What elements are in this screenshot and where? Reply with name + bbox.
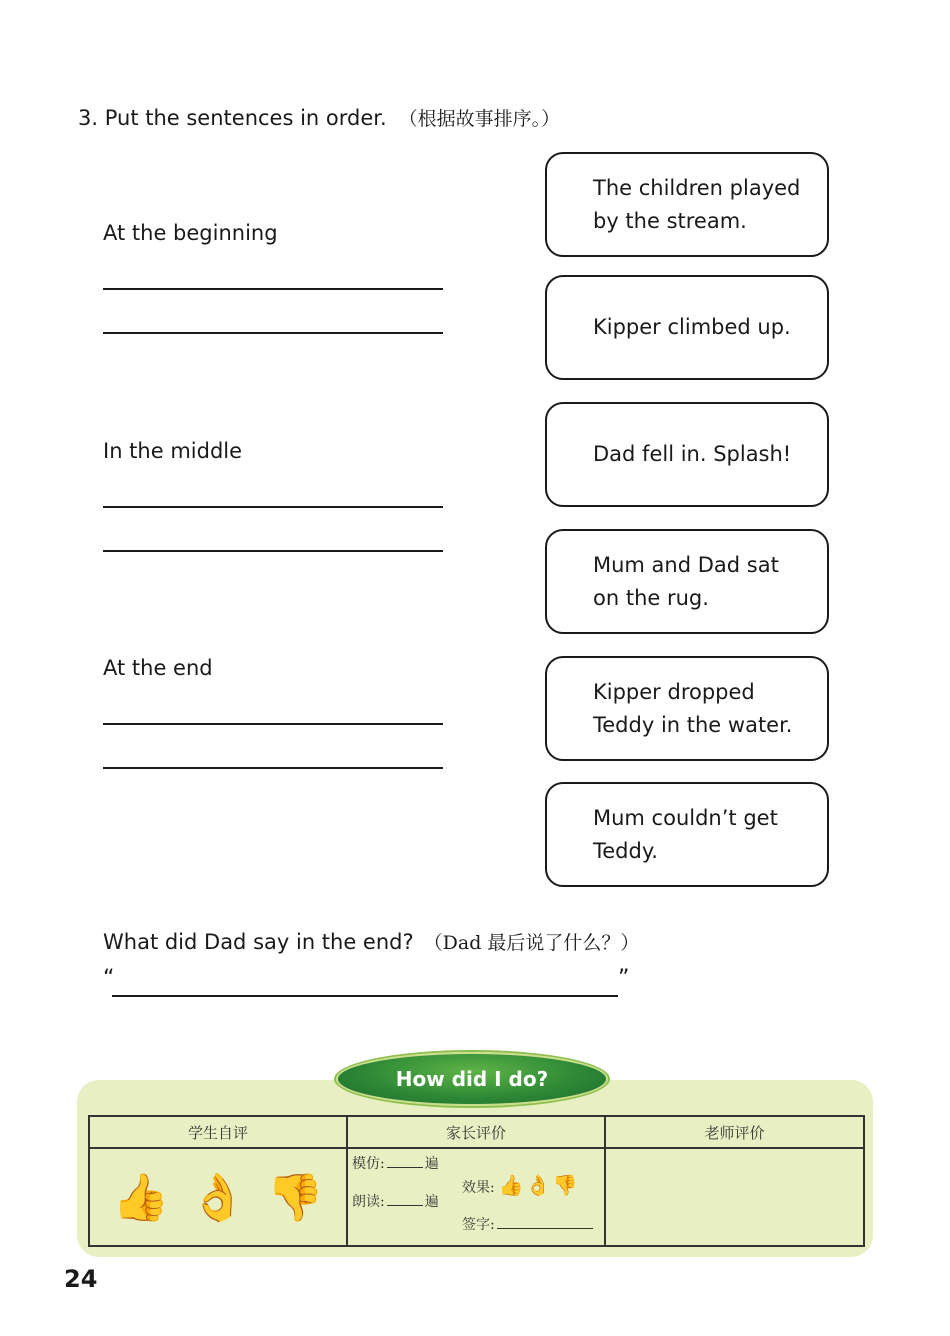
answer-line-end-2[interactable] bbox=[103, 767, 443, 769]
thumbs-up-icon[interactable]: 👍 bbox=[112, 1170, 170, 1224]
thumbs-down-icon[interactable]: 👎 bbox=[266, 1170, 324, 1224]
read-row bbox=[352, 1191, 439, 1211]
sentence-card-text: Kipper climbed up. bbox=[593, 315, 791, 339]
parent-eval-cell bbox=[347, 1148, 605, 1246]
open-quote: “ bbox=[103, 966, 115, 991]
sentence-card-4[interactable] bbox=[545, 529, 829, 634]
evaluation-title: How did I do? bbox=[395, 1067, 549, 1091]
sentence-card-text: Mum and Dad sat on the rug. bbox=[593, 552, 779, 610]
mini-thumbs-up-icon[interactable]: 👍 bbox=[498, 1173, 526, 1197]
sentence-card-5[interactable] bbox=[545, 656, 829, 761]
mini-ok-hand-icon[interactable]: 👌 bbox=[525, 1173, 553, 1197]
sign-label: 签字: bbox=[462, 1217, 495, 1233]
mini-thumbs-down-icon[interactable]: 👎 bbox=[552, 1173, 580, 1197]
imitate-label: 模仿: bbox=[352, 1156, 385, 1172]
sentence-card-6[interactable] bbox=[545, 782, 829, 887]
sentence-card-2[interactable] bbox=[545, 275, 829, 380]
question-3-text-cn: （根据故事排序。） bbox=[398, 108, 561, 130]
imitate-unit: 遍 bbox=[424, 1156, 439, 1172]
question-4-text-cn: （Dad 最后说了什么？） bbox=[423, 932, 640, 954]
teacher-eval-cell[interactable] bbox=[605, 1148, 864, 1246]
read-label: 朗读: bbox=[352, 1194, 385, 1210]
sentence-card-1[interactable] bbox=[545, 152, 829, 257]
question-3-text: 3. Put the sentences in order. bbox=[78, 106, 387, 130]
imitate-row bbox=[352, 1153, 439, 1173]
section-end-label: At the end bbox=[103, 656, 213, 680]
sentence-card-text: Kipper dropped Teddy in the water. bbox=[593, 679, 793, 737]
student-self-cell bbox=[89, 1148, 347, 1246]
section-beginning-label: At the beginning bbox=[103, 221, 278, 245]
header-student-self: 学生自评 bbox=[89, 1116, 347, 1148]
effect-label: 效果: bbox=[462, 1180, 495, 1196]
answer-line-end-1[interactable] bbox=[103, 723, 443, 725]
section-middle-label: In the middle bbox=[103, 439, 243, 463]
sentence-card-text: Dad fell in. Splash! bbox=[593, 442, 792, 466]
question-4 bbox=[103, 928, 639, 955]
header-teacher: 老师评价 bbox=[605, 1116, 864, 1148]
ok-hand-icon[interactable]: 👌 bbox=[189, 1170, 247, 1224]
question-3-title bbox=[78, 104, 560, 131]
signature-blank[interactable] bbox=[497, 1228, 593, 1229]
imitate-count-blank[interactable] bbox=[387, 1167, 423, 1168]
evaluation-title-badge bbox=[336, 1052, 608, 1106]
page-number: 24 bbox=[64, 1265, 98, 1293]
sign-row bbox=[462, 1214, 593, 1234]
answer-line-beginning-1[interactable] bbox=[103, 288, 443, 290]
effect-row bbox=[462, 1173, 579, 1197]
sentence-card-text: Mum couldn’t get Teddy. bbox=[593, 805, 778, 863]
read-unit: 遍 bbox=[424, 1194, 439, 1210]
dad-answer-line[interactable] bbox=[112, 995, 618, 997]
question-4-text: What did Dad say in the end? bbox=[103, 930, 414, 954]
sentence-card-text: The children played by the stream. bbox=[593, 175, 801, 233]
header-parent: 家长评价 bbox=[347, 1116, 605, 1148]
sentence-card-3[interactable] bbox=[545, 402, 829, 507]
close-quote: ” bbox=[618, 966, 630, 991]
answer-line-beginning-2[interactable] bbox=[103, 332, 443, 334]
answer-line-middle-2[interactable] bbox=[103, 550, 443, 552]
evaluation-table bbox=[88, 1115, 865, 1247]
answer-line-middle-1[interactable] bbox=[103, 506, 443, 508]
read-count-blank[interactable] bbox=[387, 1205, 423, 1206]
